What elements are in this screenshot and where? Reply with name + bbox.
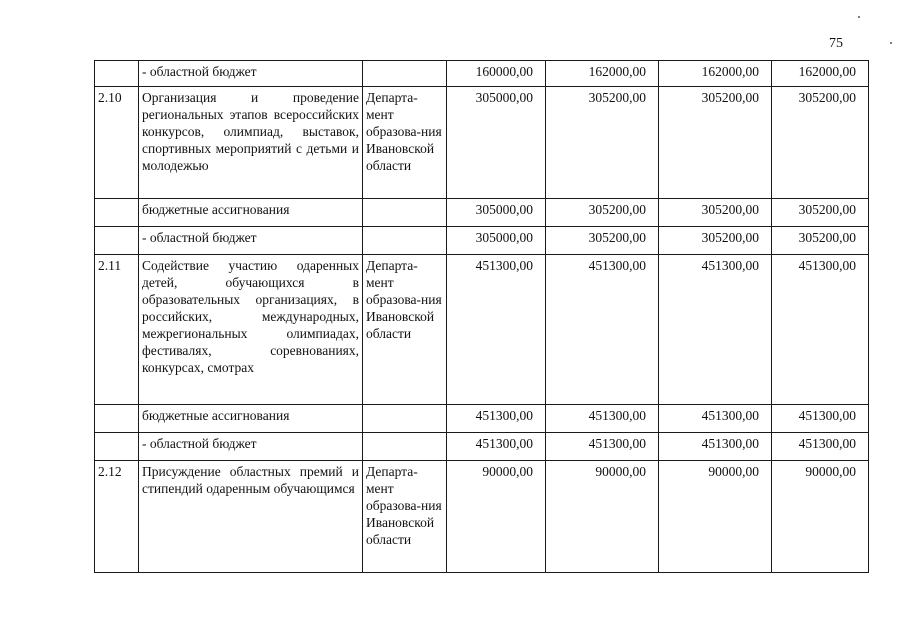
row-description: Содействие участию одаренных детей, обучающихся в образовательных организациях, в российских, международных, межрегиональных олимпиадах, фестивалях, соревнованиях, конкурсах, смотрах	[139, 255, 363, 405]
row-value-1: 90000,00	[447, 461, 546, 573]
table-row	[95, 405, 869, 433]
row-value-3: 451300,00	[659, 405, 772, 433]
row-value-3: 451300,00	[659, 433, 772, 461]
row-value-3: 305200,00	[659, 87, 772, 199]
scan-speck	[858, 16, 860, 18]
row-description: бюджетные ассигнования	[139, 405, 363, 433]
row-code	[95, 61, 139, 87]
row-code	[95, 433, 139, 461]
row-description: - областной бюджет	[139, 61, 363, 87]
row-description: - областной бюджет	[139, 433, 363, 461]
row-value-3: 305200,00	[659, 199, 772, 227]
table-row	[95, 61, 869, 87]
row-value-4: 451300,00	[772, 255, 869, 405]
row-value-2: 305200,00	[546, 87, 659, 199]
table-row	[95, 255, 869, 405]
row-description: Присуждение областных премий и стипендий одаренным обучающимся	[139, 461, 363, 573]
table-row	[95, 199, 869, 227]
row-description: Организация и проведение региональных этапов всероссийских конкурсов, олимпиад, выставок, спортивных мероприятий с детьми и молодежью	[139, 87, 363, 199]
row-description: - областной бюджет	[139, 227, 363, 255]
row-value-3: 451300,00	[659, 255, 772, 405]
row-department: Департа-мент образова-ния Ивановской области	[363, 87, 447, 199]
row-value-4: 451300,00	[772, 405, 869, 433]
row-value-4: 305200,00	[772, 227, 869, 255]
row-value-3: 162000,00	[659, 61, 772, 87]
row-value-1: 451300,00	[447, 255, 546, 405]
scan-speck	[890, 42, 892, 44]
row-value-4: 305200,00	[772, 87, 869, 199]
table-row	[95, 433, 869, 461]
row-department: Департа-мент образова-ния Ивановской области	[363, 461, 447, 573]
row-code	[95, 227, 139, 255]
row-code: 2.12	[95, 461, 139, 573]
row-department	[363, 405, 447, 433]
row-code	[95, 199, 139, 227]
table-row	[95, 461, 869, 573]
table-row	[95, 227, 869, 255]
row-value-2: 90000,00	[546, 461, 659, 573]
row-department: Департа-мент образова-ния Ивановской области	[363, 255, 447, 405]
row-value-4: 90000,00	[772, 461, 869, 573]
row-code	[95, 405, 139, 433]
row-value-2: 451300,00	[546, 433, 659, 461]
row-value-1: 305000,00	[447, 199, 546, 227]
row-value-1: 160000,00	[447, 61, 546, 87]
row-value-2: 305200,00	[546, 199, 659, 227]
row-description: бюджетные ассигнования	[139, 199, 363, 227]
row-department	[363, 433, 447, 461]
row-value-2: 451300,00	[546, 255, 659, 405]
page-number: 75	[829, 36, 843, 51]
row-department	[363, 199, 447, 227]
row-value-1: 305000,00	[447, 87, 546, 199]
table-row	[95, 87, 869, 199]
row-department	[363, 227, 447, 255]
row-value-3: 305200,00	[659, 227, 772, 255]
row-value-1: 305000,00	[447, 227, 546, 255]
budget-table	[94, 60, 869, 573]
row-value-1: 451300,00	[447, 433, 546, 461]
row-value-2: 305200,00	[546, 227, 659, 255]
row-value-2: 451300,00	[546, 405, 659, 433]
row-department	[363, 61, 447, 87]
row-value-1: 451300,00	[447, 405, 546, 433]
row-value-2: 162000,00	[546, 61, 659, 87]
row-value-4: 162000,00	[772, 61, 869, 87]
row-code: 2.11	[95, 255, 139, 405]
row-value-4: 451300,00	[772, 433, 869, 461]
row-value-4: 305200,00	[772, 199, 869, 227]
row-code: 2.10	[95, 87, 139, 199]
row-value-3: 90000,00	[659, 461, 772, 573]
